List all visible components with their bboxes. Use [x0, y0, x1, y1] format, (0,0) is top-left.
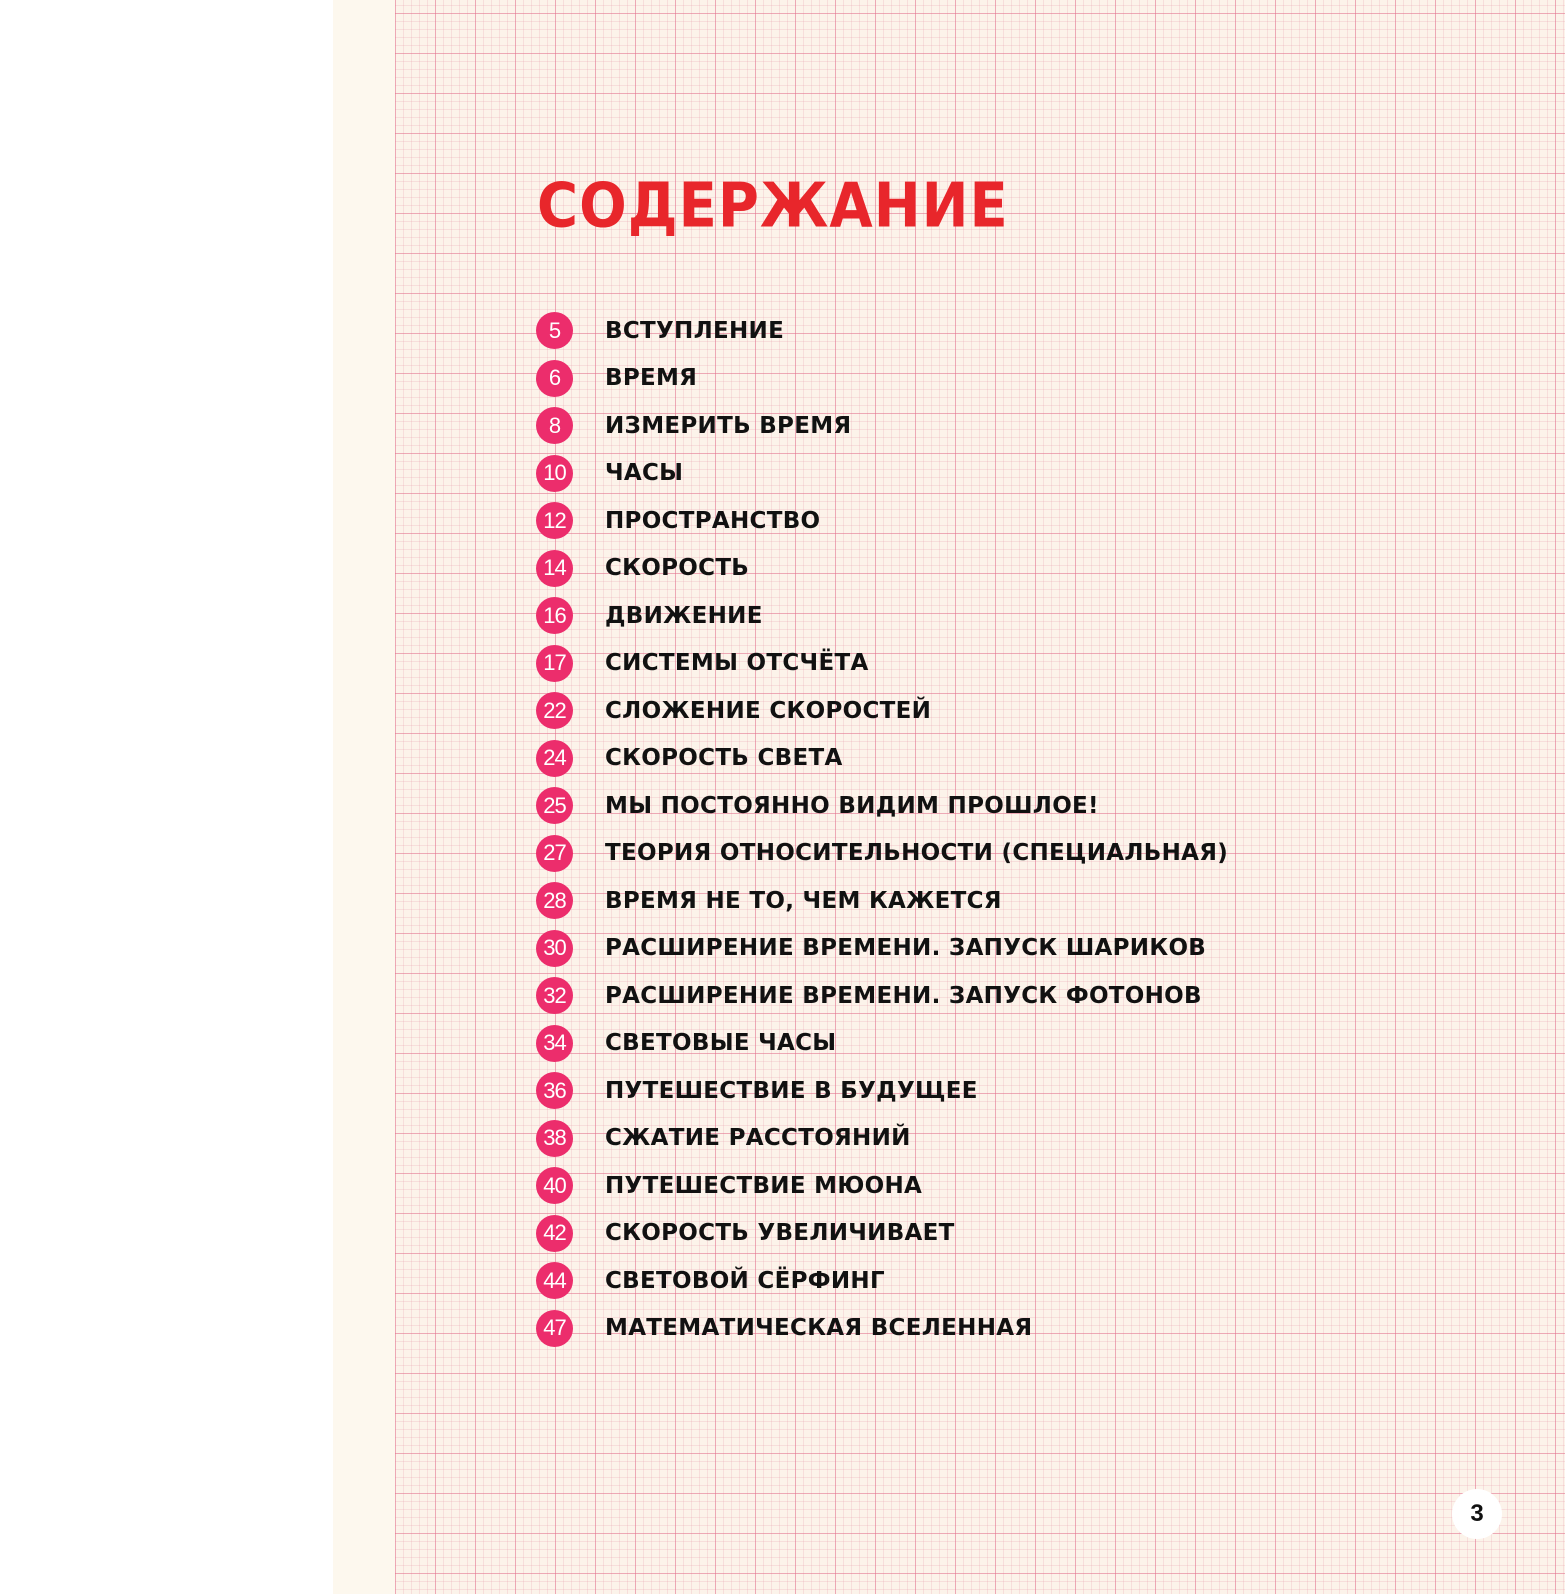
- toc-entry[interactable]: [536, 307, 1228, 355]
- toc-entry-title: МАТЕМАТИЧЕСКАЯ ВСЕЛЕННАЯ: [605, 1315, 1033, 1342]
- toc-entry-title: ПУТЕШЕСТВИЕ МЮОНА: [605, 1172, 923, 1199]
- toc-entry[interactable]: [536, 735, 1228, 783]
- toc-entry-title: ТЕОРИЯ ОТНОСИТЕЛЬНОСТИ (СПЕЦИАЛЬНАЯ): [605, 840, 1229, 867]
- toc-page-badge: 34: [536, 1025, 573, 1062]
- toc-entry[interactable]: [536, 1257, 1228, 1305]
- toc-entry-title: СКОРОСТЬ СВЕТА: [605, 745, 843, 772]
- toc-entry-title: ДВИЖЕНИЕ: [605, 602, 763, 629]
- toc-entry[interactable]: [536, 592, 1228, 640]
- toc-entry-title: ИЗМЕРИТЬ ВРЕМЯ: [605, 412, 852, 439]
- toc-entry[interactable]: [536, 1210, 1228, 1258]
- toc-entry-title: СВЕТОВОЙ СЁРФИНГ: [605, 1267, 885, 1294]
- toc-entry-title: ПУТЕШЕСТВИЕ В БУДУЩЕЕ: [605, 1077, 978, 1104]
- toc-page-badge: 16: [536, 597, 573, 634]
- toc-entry-title: СЛОЖЕНИЕ СКОРОСТЕЙ: [605, 697, 932, 724]
- toc-page-badge: 44: [536, 1262, 573, 1299]
- toc-page-badge: 8: [536, 407, 573, 444]
- toc-page-badge: 22: [536, 692, 573, 729]
- toc-page-badge: 5: [536, 312, 573, 349]
- toc-entry-title: ВРЕМЯ НЕ ТО, ЧЕМ КАЖЕТСЯ: [605, 887, 1002, 914]
- toc-page-badge: 12: [536, 502, 573, 539]
- toc-entry[interactable]: [536, 545, 1228, 593]
- toc-entry[interactable]: [536, 925, 1228, 973]
- toc-entry[interactable]: [536, 402, 1228, 450]
- toc-entry-title: СЖАТИЕ РАССТОЯНИЙ: [605, 1125, 911, 1152]
- toc-page-badge: 27: [536, 835, 573, 872]
- toc-page-badge: 14: [536, 550, 573, 587]
- page-number: 3: [1452, 1489, 1502, 1539]
- toc-entry-title: ПРОСТРАНСТВО: [605, 507, 821, 534]
- toc-page-badge: 24: [536, 740, 573, 777]
- toc-entry-title: РАСШИРЕНИЕ ВРЕМЕНИ. ЗАПУСК ШАРИКОВ: [605, 935, 1207, 962]
- toc-entry[interactable]: [536, 687, 1228, 735]
- toc-entry-title: СКОРОСТЬ: [605, 555, 750, 582]
- toc-page-badge: 10: [536, 455, 573, 492]
- toc-entry[interactable]: [536, 1067, 1228, 1115]
- toc-page-badge: 25: [536, 787, 573, 824]
- toc-entry-title: СКОРОСТЬ УВЕЛИЧИВАЕТ: [605, 1220, 955, 1247]
- toc-page-badge: 6: [536, 360, 573, 397]
- toc-page-badge: 28: [536, 882, 573, 919]
- toc-entry-title: ВРЕМЯ: [605, 365, 698, 392]
- toc-page-badge: 38: [536, 1120, 573, 1157]
- toc-entry[interactable]: [536, 450, 1228, 498]
- toc-entry[interactable]: [536, 972, 1228, 1020]
- toc-page-badge: 47: [536, 1310, 573, 1347]
- toc-page-badge: 30: [536, 930, 573, 967]
- toc-entry-title: ВСТУПЛЕНИЕ: [605, 317, 785, 344]
- table-of-contents: [536, 307, 1228, 1352]
- toc-entry-title: СВЕТОВЫЕ ЧАСЫ: [605, 1030, 837, 1057]
- toc-entry[interactable]: [536, 355, 1228, 403]
- toc-entry-title: СИСТЕМЫ ОТСЧЁТА: [605, 650, 869, 677]
- toc-entry[interactable]: [536, 1115, 1228, 1163]
- toc-entry[interactable]: [536, 1162, 1228, 1210]
- toc-page-badge: 17: [536, 645, 573, 682]
- toc-entry[interactable]: [536, 640, 1228, 688]
- toc-entry-title: МЫ ПОСТОЯННО ВИДИМ ПРОШЛОЕ!: [605, 792, 1099, 819]
- toc-entry-title: ЧАСЫ: [605, 460, 684, 487]
- toc-entry[interactable]: [536, 497, 1228, 545]
- toc-page-badge: 42: [536, 1215, 573, 1252]
- page-title: СОДЕРЖАНИЕ: [537, 170, 1009, 242]
- toc-entry[interactable]: [536, 1020, 1228, 1068]
- toc-entry[interactable]: [536, 1305, 1228, 1353]
- toc-page-badge: 40: [536, 1167, 573, 1204]
- toc-entry[interactable]: [536, 830, 1228, 878]
- toc-page-badge: 36: [536, 1072, 573, 1109]
- toc-entry[interactable]: [536, 877, 1228, 925]
- toc-page-badge: 32: [536, 977, 573, 1014]
- toc-entry[interactable]: [536, 782, 1228, 830]
- toc-entry-title: РАСШИРЕНИЕ ВРЕМЕНИ. ЗАПУСК ФОТОНОВ: [605, 982, 1202, 1009]
